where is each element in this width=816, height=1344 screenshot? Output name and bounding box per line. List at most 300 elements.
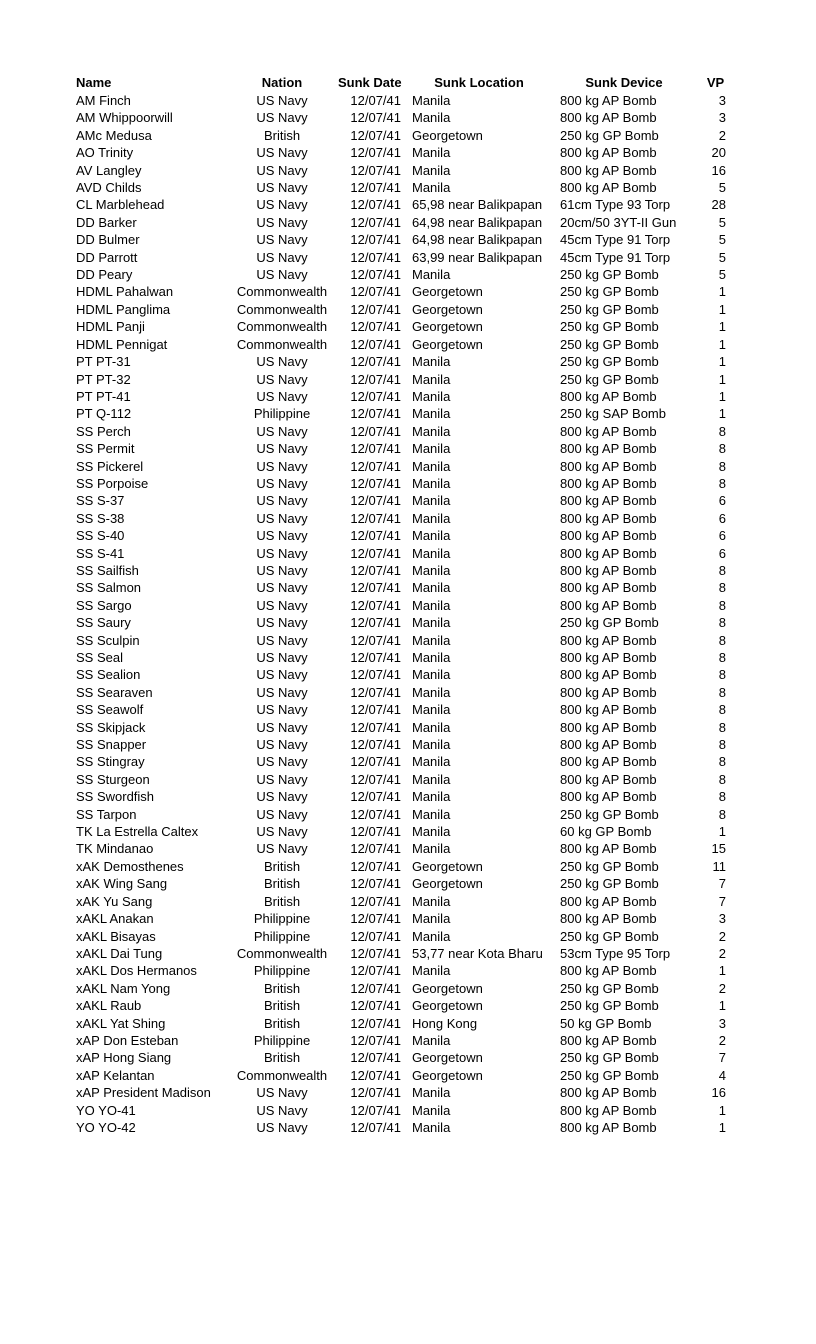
cell-sunk-location: Manila — [412, 388, 451, 404]
cell-vp: 6 — [718, 528, 726, 544]
cell-name: xAKL Anakan — [76, 911, 154, 927]
cell-sunk-location: Manila — [412, 562, 451, 578]
cell-sunk-device: 800 kg AP Bomb — [560, 1085, 657, 1101]
cell-vp: 20 — [711, 145, 726, 161]
cell-nation: US Navy — [256, 93, 308, 108]
cell-sunk-device: 800 kg AP Bomb — [560, 650, 657, 665]
cell-vp: 8 — [718, 650, 726, 665]
cell-sunk-location: Manila — [412, 841, 451, 857]
cell-sunk-date: 12/07/41 — [350, 127, 401, 143]
table-row — [70, 858, 736, 875]
cell-nation: Philippine — [253, 1032, 311, 1048]
cell-sunk-location: Manila — [412, 110, 451, 126]
cell-vp: 15 — [711, 841, 726, 857]
cell-sunk-location: Manila — [412, 1085, 451, 1101]
table-row — [70, 371, 736, 388]
table-row — [70, 928, 736, 945]
table-row — [70, 527, 736, 544]
cell-sunk-device: 800 kg AP Bomb — [560, 684, 657, 700]
cell-sunk-date: 12/07/41 — [350, 528, 401, 544]
cell-vp: 8 — [718, 475, 726, 491]
cell-nation: US Navy — [256, 180, 308, 196]
cell-name: SS Pickerel — [76, 458, 144, 474]
cell-name: HDML Panji — [76, 319, 145, 335]
table-body — [70, 92, 736, 1136]
cell-vp: 2 — [718, 945, 726, 961]
cell-sunk-location: Georgetown — [412, 127, 483, 143]
cell-nation: US Navy — [256, 458, 308, 474]
cell-nation: British — [263, 876, 301, 892]
cell-name: SS Stingray — [76, 754, 145, 770]
cell-sunk-location: Manila — [412, 406, 451, 422]
cell-sunk-location: Georgetown — [412, 980, 483, 996]
cell-sunk-location: Manila — [412, 824, 451, 840]
cell-sunk-date: 12/07/41 — [350, 806, 401, 822]
cell-sunk-location: Manila — [412, 1119, 451, 1135]
cell-sunk-date: 12/07/41 — [350, 980, 401, 996]
cell-vp: 8 — [718, 789, 726, 805]
cell-sunk-date: 12/07/41 — [350, 388, 401, 404]
table-row — [70, 1119, 736, 1136]
cell-name: xAK Yu Sang — [76, 893, 153, 909]
table-row — [70, 823, 736, 840]
cell-sunk-location: Manila — [412, 806, 451, 822]
cell-vp: 4 — [718, 1067, 726, 1083]
cell-name: YO YO-41 — [76, 1102, 136, 1118]
cell-vp: 1 — [718, 824, 726, 840]
cell-nation: US Navy — [256, 232, 308, 248]
cell-sunk-date: 12/07/41 — [350, 267, 401, 283]
cell-nation: Commonwealth — [236, 945, 328, 961]
table-row — [70, 614, 736, 631]
cell-sunk-date: 12/07/41 — [350, 319, 401, 335]
cell-nation: Commonwealth — [236, 1067, 328, 1083]
cell-sunk-date: 12/07/41 — [350, 145, 401, 161]
cell-sunk-location: Manila — [412, 963, 451, 979]
cell-sunk-device: 250 kg GP Bomb — [560, 301, 659, 317]
cell-name: DD Peary — [76, 267, 133, 283]
table-row — [70, 771, 736, 788]
cell-sunk-device: 800 kg AP Bomb — [560, 754, 657, 770]
table-row — [70, 980, 736, 997]
cell-vp: 8 — [718, 441, 726, 457]
table-row — [70, 301, 736, 318]
column-header-sunk-device: Sunk Device — [585, 75, 663, 90]
cell-sunk-device: 20cm/50 3YT-II Gun — [560, 214, 677, 230]
cell-sunk-device: 800 kg AP Bomb — [560, 1102, 657, 1118]
cell-sunk-device: 250 kg GP Bomb — [560, 267, 659, 283]
table-row — [70, 196, 736, 213]
cell-nation: US Navy — [256, 737, 308, 753]
cell-sunk-device: 800 kg AP Bomb — [560, 911, 657, 927]
cell-sunk-date: 12/07/41 — [350, 371, 401, 387]
cell-vp: 3 — [718, 1015, 726, 1031]
cell-vp: 8 — [718, 702, 726, 718]
table-row — [70, 353, 736, 370]
cell-nation: US Navy — [256, 562, 308, 578]
cell-sunk-date: 12/07/41 — [350, 493, 401, 509]
cell-sunk-location: Manila — [412, 1032, 451, 1048]
cell-name: PT PT-32 — [76, 371, 131, 387]
cell-sunk-device: 250 kg GP Bomb — [560, 371, 659, 387]
cell-sunk-device: 800 kg AP Bomb — [560, 1119, 657, 1135]
cell-vp: 5 — [718, 249, 726, 265]
cell-sunk-location: 53,77 near Kota Bharu — [412, 945, 543, 961]
cell-sunk-device: 60 kg GP Bomb — [560, 824, 652, 840]
cell-sunk-device: 250 kg GP Bomb — [560, 998, 659, 1014]
cell-sunk-location: Manila — [412, 354, 451, 370]
cell-name: CL Marblehead — [76, 197, 165, 213]
cell-sunk-date: 12/07/41 — [350, 667, 401, 683]
cell-nation: US Navy — [256, 388, 308, 404]
column-header-name: Name — [76, 75, 112, 90]
table-row — [70, 684, 736, 701]
cell-vp: 1 — [718, 1102, 726, 1118]
table-row — [70, 997, 736, 1014]
cell-vp: 1 — [718, 1119, 726, 1135]
cell-nation: US Navy — [256, 214, 308, 230]
cell-vp: 5 — [718, 267, 726, 283]
cell-name: PT PT-31 — [76, 354, 131, 370]
cell-vp: 1 — [718, 406, 726, 422]
cell-name: YO YO-42 — [76, 1119, 136, 1135]
cell-name: SS Snapper — [76, 737, 147, 753]
cell-sunk-location: Manila — [412, 737, 451, 753]
cell-sunk-date: 12/07/41 — [350, 789, 401, 805]
cell-nation: US Navy — [256, 1119, 308, 1135]
table-row — [70, 962, 736, 979]
cell-sunk-location: Manila — [412, 493, 451, 509]
cell-sunk-device: 800 kg AP Bomb — [560, 475, 657, 491]
cell-nation: US Navy — [256, 597, 308, 613]
cell-name: SS Porpoise — [76, 475, 149, 491]
cell-nation: US Navy — [256, 1102, 308, 1118]
cell-sunk-device: 800 kg AP Bomb — [560, 110, 657, 126]
cell-nation: US Navy — [256, 197, 308, 213]
cell-name: SS Permit — [76, 441, 135, 457]
cell-name: SS Seal — [76, 650, 123, 665]
table-row — [70, 666, 736, 683]
table-row — [70, 649, 736, 666]
cell-name: xAP Kelantan — [76, 1067, 155, 1083]
cell-name: xAK Wing Sang — [76, 876, 168, 892]
cell-sunk-location: Georgetown — [412, 284, 483, 300]
cell-vp: 3 — [718, 911, 726, 927]
cell-sunk-location: Manila — [412, 580, 451, 596]
cell-sunk-location: Manila — [412, 1102, 451, 1118]
cell-sunk-date: 12/07/41 — [350, 545, 401, 561]
cell-sunk-date: 12/07/41 — [350, 301, 401, 317]
cell-sunk-location: Manila — [412, 93, 451, 108]
cell-sunk-location: Georgetown — [412, 858, 483, 874]
cell-sunk-date: 12/07/41 — [350, 771, 401, 787]
cell-vp: 5 — [718, 232, 726, 248]
cell-nation: Commonwealth — [236, 284, 328, 300]
cell-nation: US Navy — [256, 684, 308, 700]
cell-nation: British — [263, 858, 301, 874]
table-row — [70, 423, 736, 440]
table-row — [70, 510, 736, 527]
cell-name: xAKL Raub — [76, 998, 142, 1014]
cell-nation: US Navy — [256, 615, 308, 631]
table-row — [70, 945, 736, 962]
column-header-sunk-location: Sunk Location — [434, 75, 524, 90]
cell-sunk-date: 12/07/41 — [350, 998, 401, 1014]
cell-vp: 1 — [718, 336, 726, 352]
cell-sunk-location: Georgetown — [412, 1067, 483, 1083]
cell-vp: 2 — [718, 1032, 726, 1048]
cell-nation: British — [263, 127, 301, 143]
cell-sunk-device: 800 kg AP Bomb — [560, 180, 657, 196]
cell-sunk-location: 64,98 near Balikpapan — [412, 214, 543, 230]
cell-vp: 11 — [712, 858, 726, 874]
cell-sunk-location: Georgetown — [412, 1050, 483, 1066]
table-row — [70, 701, 736, 718]
cell-sunk-date: 12/07/41 — [350, 162, 401, 178]
cell-sunk-device: 800 kg AP Bomb — [560, 145, 657, 161]
cell-sunk-device: 61cm Type 93 Torp — [560, 197, 671, 213]
cell-sunk-location: Manila — [412, 893, 451, 909]
cell-nation: US Navy — [256, 702, 308, 718]
cell-sunk-device: 800 kg AP Bomb — [560, 963, 657, 979]
table-row — [70, 1015, 736, 1032]
cell-sunk-device: 250 kg GP Bomb — [560, 806, 659, 822]
cell-sunk-location: 63,99 near Balikpapan — [412, 249, 543, 265]
cell-sunk-device: 800 kg AP Bomb — [560, 162, 657, 178]
cell-sunk-location: Georgetown — [412, 876, 483, 892]
column-header-nation: Nation — [261, 75, 303, 90]
cell-vp: 8 — [718, 615, 726, 631]
cell-nation: US Navy — [256, 789, 308, 805]
cell-sunk-date: 12/07/41 — [350, 1032, 401, 1048]
cell-sunk-location: Manila — [412, 145, 451, 161]
cell-sunk-date: 12/07/41 — [350, 1050, 401, 1066]
cell-nation: British — [263, 980, 301, 996]
table-row — [70, 632, 736, 649]
table-row — [70, 1032, 736, 1049]
cell-sunk-location: Manila — [412, 911, 451, 927]
cell-nation: US Navy — [256, 667, 308, 683]
cell-name: TK Mindanao — [76, 841, 154, 857]
cell-vp: 1 — [718, 998, 726, 1014]
cell-sunk-date: 12/07/41 — [350, 475, 401, 491]
cell-name: HDML Pennigat — [76, 336, 168, 352]
cell-sunk-date: 12/07/41 — [350, 1067, 401, 1083]
cell-nation: US Navy — [256, 493, 308, 509]
cell-vp: 8 — [718, 423, 726, 439]
cell-sunk-location: Manila — [412, 528, 451, 544]
cell-sunk-location: Manila — [412, 597, 451, 613]
cell-sunk-device: 250 kg GP Bomb — [560, 1050, 659, 1066]
table-row — [70, 109, 736, 126]
cell-sunk-date: 12/07/41 — [350, 945, 401, 961]
cell-sunk-device: 250 kg GP Bomb — [560, 319, 659, 335]
cell-sunk-device: 800 kg AP Bomb — [560, 493, 657, 509]
cell-sunk-device: 250 kg GP Bomb — [560, 876, 659, 892]
cell-nation: Philippine — [253, 406, 311, 422]
table-row — [70, 753, 736, 770]
cell-name: SS Seawolf — [76, 702, 144, 718]
table-row — [70, 266, 736, 283]
cell-sunk-device: 800 kg AP Bomb — [560, 423, 657, 439]
cell-nation: Commonwealth — [236, 319, 328, 335]
table-row — [70, 144, 736, 161]
cell-nation: Philippine — [253, 928, 311, 944]
cell-sunk-location: Manila — [412, 719, 451, 735]
cell-sunk-device: 250 kg GP Bomb — [560, 1067, 659, 1083]
cell-sunk-location: 64,98 near Balikpapan — [412, 232, 543, 248]
cell-sunk-location: Georgetown — [412, 319, 483, 335]
cell-sunk-date: 12/07/41 — [350, 702, 401, 718]
cell-vp: 7 — [718, 893, 726, 909]
cell-sunk-date: 12/07/41 — [350, 963, 401, 979]
cell-sunk-device: 800 kg AP Bomb — [560, 580, 657, 596]
cell-name: AM Finch — [76, 93, 131, 108]
cell-name: xAKL Yat Shing — [76, 1015, 166, 1031]
cell-nation: US Navy — [256, 650, 308, 665]
cell-sunk-date: 12/07/41 — [350, 928, 401, 944]
cell-sunk-date: 12/07/41 — [350, 893, 401, 909]
cell-vp: 8 — [718, 806, 726, 822]
cell-nation: US Navy — [256, 145, 308, 161]
cell-sunk-device: 800 kg AP Bomb — [560, 441, 657, 457]
cell-name: SS S-40 — [76, 528, 125, 544]
cell-sunk-location: Georgetown — [412, 998, 483, 1014]
cell-sunk-date: 12/07/41 — [350, 824, 401, 840]
cell-nation: British — [263, 1015, 301, 1031]
cell-sunk-location: Manila — [412, 667, 451, 683]
cell-sunk-date: 12/07/41 — [350, 754, 401, 770]
cell-sunk-location: Manila — [412, 423, 451, 439]
cell-sunk-date: 12/07/41 — [350, 684, 401, 700]
cell-nation: US Navy — [256, 771, 308, 787]
cell-sunk-date: 12/07/41 — [350, 336, 401, 352]
cell-name: xAKL Dos Hermanos — [76, 963, 197, 979]
cell-sunk-date: 12/07/41 — [350, 249, 401, 265]
cell-sunk-device: 250 kg SAP Bomb — [560, 406, 666, 422]
cell-nation: US Navy — [256, 528, 308, 544]
cell-nation: US Navy — [256, 371, 308, 387]
table-row — [70, 492, 736, 509]
cell-sunk-date: 12/07/41 — [350, 615, 401, 631]
cell-sunk-device: 250 kg GP Bomb — [560, 615, 659, 631]
table-row — [70, 440, 736, 457]
cell-sunk-device: 53cm Type 95 Torp — [560, 945, 671, 961]
cell-vp: 8 — [718, 754, 726, 770]
cell-name: DD Bulmer — [76, 232, 140, 248]
table-row — [70, 388, 736, 405]
cell-nation: Philippine — [253, 911, 311, 927]
cell-vp: 6 — [718, 545, 726, 561]
cell-name: SS S-37 — [76, 493, 125, 509]
column-header-sunk-date: Sunk Date — [338, 75, 402, 90]
table-row — [70, 92, 736, 109]
cell-nation: British — [263, 1050, 301, 1066]
cell-nation: Philippine — [253, 963, 311, 979]
cell-sunk-device: 45cm Type 91 Torp — [560, 232, 671, 248]
cell-sunk-location: Manila — [412, 615, 451, 631]
cell-vp: 6 — [718, 510, 726, 526]
table-row — [70, 545, 736, 562]
cell-sunk-device: 800 kg AP Bomb — [560, 771, 657, 787]
cell-sunk-location: Manila — [412, 771, 451, 787]
cell-name: SS Saury — [76, 615, 131, 631]
cell-name: AV Langley — [76, 162, 142, 178]
cell-sunk-location: Manila — [412, 684, 451, 700]
cell-vp: 1 — [718, 963, 726, 979]
cell-sunk-date: 12/07/41 — [350, 93, 401, 108]
cell-name: SS Sargo — [76, 597, 132, 613]
cell-sunk-device: 45cm Type 91 Torp — [560, 249, 671, 265]
cell-nation: US Navy — [256, 423, 308, 439]
cell-vp: 5 — [718, 214, 726, 230]
cell-sunk-device: 800 kg AP Bomb — [560, 510, 657, 526]
cell-nation: British — [263, 998, 301, 1014]
cell-vp: 1 — [718, 284, 726, 300]
cell-vp: 8 — [718, 737, 726, 753]
cell-sunk-device: 250 kg GP Bomb — [560, 858, 659, 874]
cell-sunk-device: 800 kg AP Bomb — [560, 719, 657, 735]
cell-vp: 28 — [711, 197, 726, 213]
cell-sunk-location: Manila — [412, 510, 451, 526]
cell-sunk-date: 12/07/41 — [350, 580, 401, 596]
cell-sunk-location: Georgetown — [412, 301, 483, 317]
cell-sunk-device: 250 kg GP Bomb — [560, 980, 659, 996]
table-row — [70, 736, 736, 753]
cell-nation: US Navy — [256, 249, 308, 265]
table-row — [70, 475, 736, 492]
cell-name: xAKL Dai Tung — [76, 945, 163, 961]
cell-sunk-device: 800 kg AP Bomb — [560, 562, 657, 578]
cell-sunk-date: 12/07/41 — [350, 110, 401, 126]
cell-sunk-date: 12/07/41 — [350, 441, 401, 457]
table-row — [70, 1049, 736, 1066]
table-row — [70, 405, 736, 422]
cell-sunk-location: Manila — [412, 650, 451, 665]
cell-sunk-device: 250 kg GP Bomb — [560, 336, 659, 352]
sunk-ships-sheet — [70, 74, 736, 1136]
cell-sunk-date: 12/07/41 — [350, 1015, 401, 1031]
cell-sunk-device: 800 kg AP Bomb — [560, 841, 657, 857]
cell-sunk-device: 250 kg GP Bomb — [560, 127, 659, 143]
table-row — [70, 336, 736, 353]
cell-sunk-device: 800 kg AP Bomb — [560, 893, 657, 909]
cell-sunk-location: Manila — [412, 754, 451, 770]
cell-nation: US Navy — [256, 110, 308, 126]
cell-sunk-date: 12/07/41 — [350, 562, 401, 578]
cell-sunk-device: 800 kg AP Bomb — [560, 1032, 657, 1048]
cell-sunk-date: 12/07/41 — [350, 406, 401, 422]
cell-name: xAP Don Esteban — [76, 1032, 179, 1048]
cell-sunk-date: 12/07/41 — [350, 911, 401, 927]
table-row — [70, 179, 736, 196]
cell-sunk-date: 12/07/41 — [350, 232, 401, 248]
cell-sunk-device: 800 kg AP Bomb — [560, 528, 657, 544]
cell-vp: 8 — [718, 684, 726, 700]
cell-name: SS S-38 — [76, 510, 125, 526]
cell-sunk-date: 12/07/41 — [350, 1102, 401, 1118]
cell-name: xAK Demosthenes — [76, 858, 184, 874]
cell-vp: 1 — [718, 388, 726, 404]
cell-vp: 2 — [718, 980, 726, 996]
cell-vp: 16 — [711, 162, 726, 178]
cell-vp: 8 — [718, 458, 726, 474]
cell-sunk-location: Manila — [412, 632, 451, 648]
cell-name: xAKL Nam Yong — [76, 980, 171, 996]
cell-nation: US Navy — [256, 824, 308, 840]
cell-nation: Commonwealth — [236, 336, 328, 352]
cell-sunk-date: 12/07/41 — [350, 458, 401, 474]
